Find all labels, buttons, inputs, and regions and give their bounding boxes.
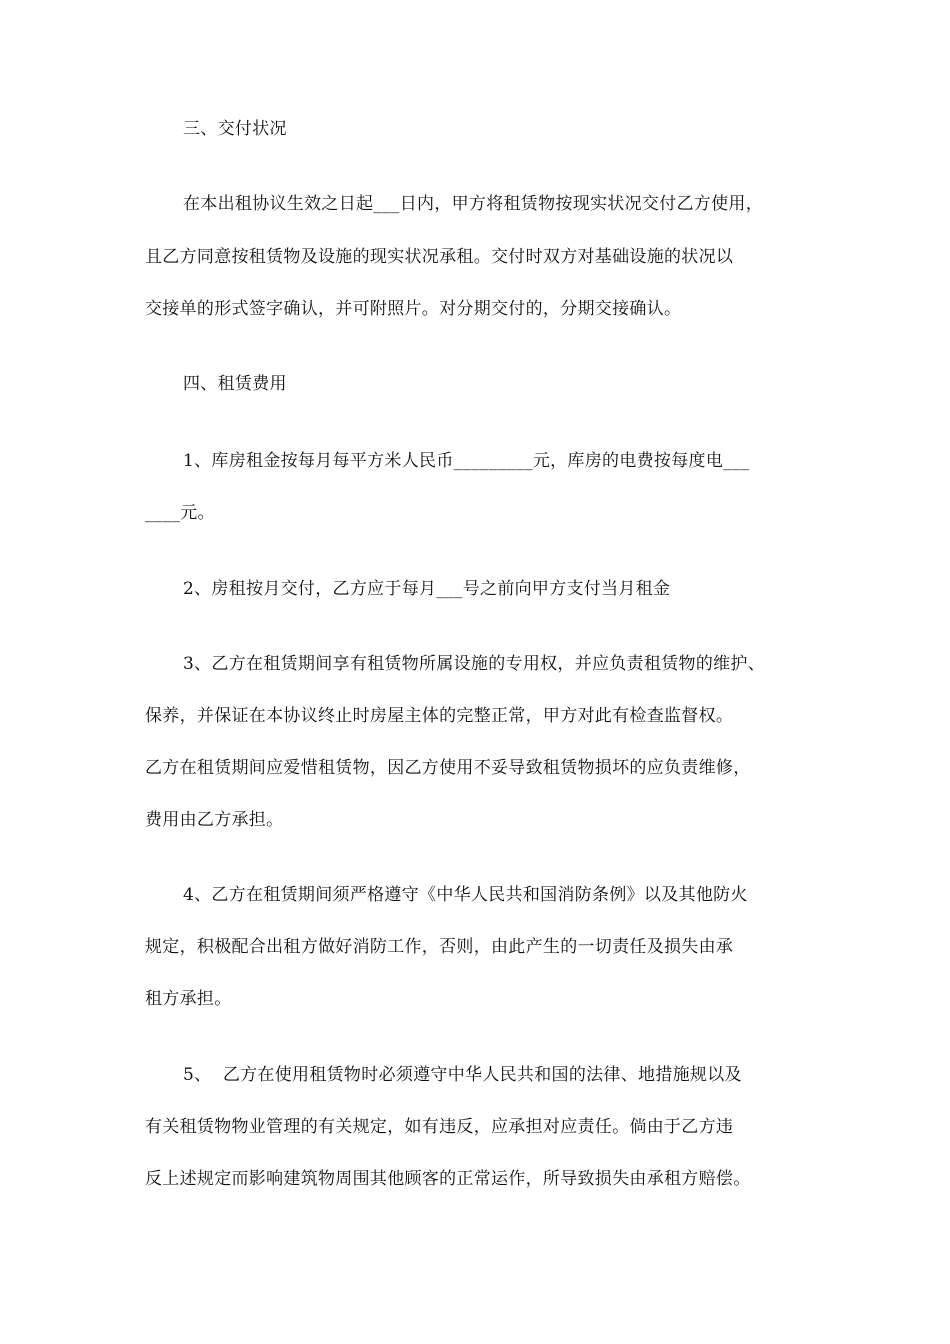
paragraph-line: 1、库房租金按每月每平方米人民币_________元，库房的电费按每度电___ [183,451,750,471]
paragraph-line: 且乙方同意按租赁物及设施的现实状况承租。交付时双方对基础设施的状况以 [145,247,734,267]
paragraph-line: 租方承担。 [145,989,232,1009]
paragraph-line: ____元。 [145,503,215,523]
paragraph-line: 有关租赁物物业管理的有关规定，如有违反，应承担对应责任。倘由于乙方违 [145,1117,734,1137]
paragraph-line: 3、乙方在租赁期间享有租赁物所属设施的专用权，并应负责租赁物的维护、 [183,654,766,674]
paragraph-line: 保养，并保证在本协议终止时房屋主体的完整正常，甲方对此有检查监督权。 [145,706,734,726]
paragraph-line: 5、 乙方在使用租赁物时必须遵守中华人民共和国的法律、地措施规以及 [183,1065,742,1085]
paragraph-line: 2、房租按月交付，乙方应于每月___号之前向甲方支付当月租金 [183,579,671,599]
paragraph-line: 在本出租协议生效之日起___日内，甲方将租赁物按现实状况交付乙方使用， [183,194,763,214]
paragraph-line: 费用由乙方承担。 [145,810,284,830]
paragraph-line: 反上述规定而影响建筑物周围其他顾客的正常运作，所导致损失由承租方赔偿。 [145,1169,751,1189]
paragraph-line: 乙方在租赁期间应爱惜租赁物，因乙方使用不妥导致租赁物损坏的应负责维修， [145,758,751,778]
section-heading-delivery: 三、交付状况 [183,119,287,139]
paragraph-line: 规定，积极配合出租方做好消防工作，否则，由此产生的一切责任及损失由承 [145,937,734,957]
paragraph-line: 4、乙方在租赁期间须严格遵守《中华人民共和国消防条例》以及其他防火 [183,885,748,905]
section-heading-rent-fees: 四、租赁费用 [183,374,287,394]
paragraph-line: 交接单的形式签字确认，并可附照片。对分期交付的，分期交接确认。 [145,299,682,319]
